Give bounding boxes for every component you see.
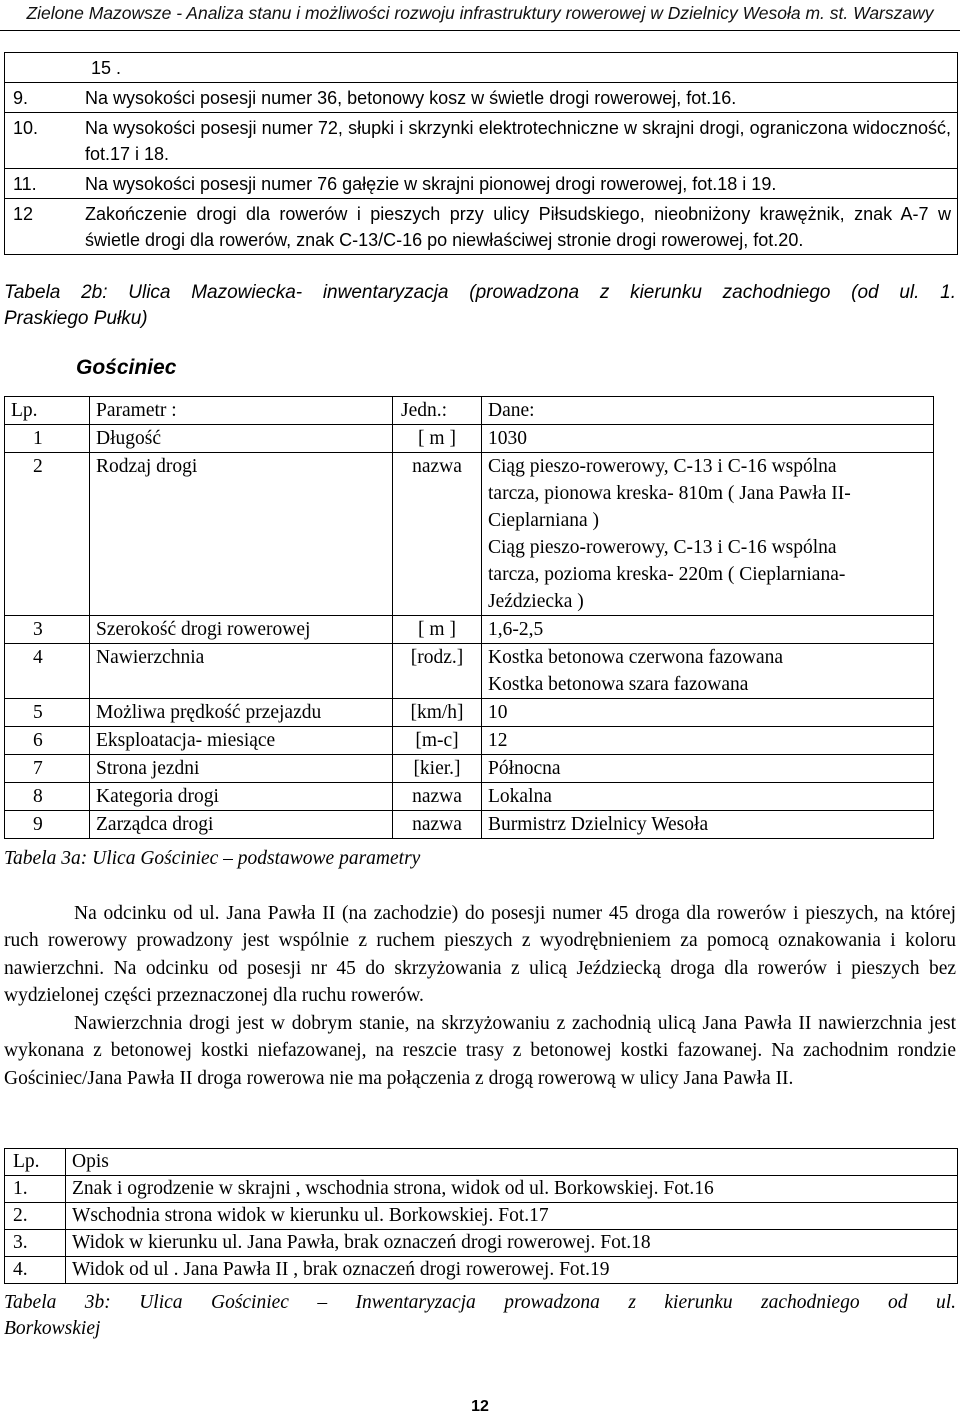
header-lp: Lp.	[5, 397, 90, 425]
cell-param: Rodzaj drogi	[90, 453, 393, 616]
table-header-row	[5, 397, 934, 425]
section-heading: Gościniec	[76, 356, 177, 379]
cell-data-line: tarcza, pionowa kreska- 810m ( Jana Pawła II-	[488, 483, 851, 504]
table-2b-caption-continued: Praskiego Pułku)	[4, 308, 148, 329]
table-row	[5, 453, 934, 616]
cell-opis: Znak i ogrodzenie w skrajni , wschodnia strona, widok od ul. Borkowskiej. Fot.16	[66, 1176, 958, 1203]
cell-lp: 3.	[5, 1230, 66, 1257]
cell-opis: Widok w kierunku ul. Jana Pawła, brak oznaczeń drogi rowerowej. Fot.18	[66, 1230, 958, 1257]
cell-data-line: Ciąg pieszo-rowerowy, C-13 i C-16 wspólna	[488, 456, 837, 477]
cell-lp: 5	[5, 699, 90, 727]
cell-param: Strona jezdni	[90, 755, 393, 783]
cell-param: Eksploatacja- miesiące	[90, 727, 393, 755]
cell-data-line: Jeździecka )	[488, 591, 584, 612]
header-jedn: Jedn.:	[393, 397, 482, 425]
cell-lp: 8	[5, 783, 90, 811]
table-row	[5, 1230, 958, 1257]
cell-unit: [rodz.]	[393, 644, 482, 699]
paragraph-text: Nawierzchnia drogi jest w dobrym stanie, na skrzyżowaniu z zachodnią ulicą Jana Pawła II nawierzchnia jest wykonana z betonowej kostki niefazowanej, na reszcie trasy z betonowej kostki fazowanej. Na zachodnim rondzie Gościniec/Jana Pawła II droga rowerowa nie ma połączenia z drogą rowerową w ulicy Jana Pawła II.	[4, 1013, 956, 1089]
body-paragraph	[4, 1010, 956, 1092]
body-paragraph	[4, 900, 956, 1009]
table-row	[5, 755, 934, 783]
row-text: Na wysokości posesji numer 36, betonowy kosz w świetle drogi rowerowej, fot.16.	[79, 83, 958, 113]
row-text: 15 .	[79, 53, 958, 83]
page-number: 12	[471, 1398, 489, 1415]
cell-param: Długość	[90, 425, 393, 453]
row-text: Zakończenie drogi dla rowerów i pieszych przy ulicy Piłsudskiego, nieobniżony krawężnik, znak A-7 w świetle drogi dla rowerów, znak C-13/C-16 po niewłaściwej stronie drogi rowerowej, fot.20.	[79, 199, 958, 255]
table-3a-caption: Tabela 3a: Ulica Gościniec – podstawowe parametry	[4, 848, 421, 869]
cell-lp: 2.	[5, 1203, 66, 1230]
row-number: 12	[5, 199, 80, 255]
table-row	[5, 811, 934, 839]
cell-data	[482, 453, 934, 616]
table-row	[5, 1257, 958, 1284]
table-row	[5, 169, 958, 199]
cell-data: Północna	[482, 755, 934, 783]
table-row	[5, 53, 958, 83]
cell-lp: 3	[5, 616, 90, 644]
cell-data-line: Kostka betonowa czerwona fazowana	[488, 647, 784, 668]
row-number	[5, 53, 80, 83]
cell-unit: nazwa	[393, 453, 482, 616]
table-row	[5, 83, 958, 113]
table-2b-caption: Tabela 2b: Ulica Mazowiecka- inwentaryzacja (prowadzona z kierunku zachodniego (od ul. 1.	[4, 282, 956, 303]
header-parametr: Parametr :	[90, 397, 393, 425]
cell-lp: 6	[5, 727, 90, 755]
cell-data: 1030	[482, 425, 934, 453]
cell-unit: [kier.]	[393, 755, 482, 783]
cell-lp: 2	[5, 453, 90, 616]
table-row	[5, 644, 934, 699]
inventory-table-3b	[4, 1148, 958, 1284]
table-row	[5, 199, 958, 255]
table-header-row	[5, 1149, 958, 1176]
cell-data-line: Kostka betonowa szara fazowana	[488, 674, 749, 695]
cell-data: Burmistrz Dzielnicy Wesoła	[482, 811, 934, 839]
cell-opis: Wschodnia strona widok w kierunku ul. Borkowskiej. Fot.17	[66, 1203, 958, 1230]
cell-data: 10	[482, 699, 934, 727]
cell-param: Nawierzchnia	[90, 644, 393, 699]
cell-unit: [ m ]	[393, 425, 482, 453]
table-row	[5, 727, 934, 755]
header-opis: Opis	[66, 1149, 958, 1176]
cell-opis: Widok od ul . Jana Pawła II , brak oznaczeń drogi rowerowej. Fot.19	[66, 1257, 958, 1284]
cell-lp: 9	[5, 811, 90, 839]
cell-data-line: Ciąg pieszo-rowerowy, C-13 i C-16 wspólna	[488, 537, 837, 558]
cell-unit: nazwa	[393, 783, 482, 811]
inventory-table-2b	[4, 52, 958, 255]
table-row	[5, 113, 958, 169]
cell-data: Lokalna	[482, 783, 934, 811]
cell-unit: [ m ]	[393, 616, 482, 644]
table-row	[5, 425, 934, 453]
cell-lp: 4	[5, 644, 90, 699]
cell-param: Zarządca drogi	[90, 811, 393, 839]
cell-data-line: Cieplarniana )	[488, 510, 599, 531]
header-lp: Lp.	[5, 1149, 66, 1176]
row-text: Na wysokości posesji numer 76 gałęzie w skrajni pionowej drogi rowerowej, fot.18 i 19.	[79, 169, 958, 199]
paragraph-text: Na odcinku od ul. Jana Pawła II (na zachodzie) do posesji numer 45 droga dla rowerów i pieszych, na której ruch rowerowy prowadzony jest wspólnie z ruchem pieszych z wyodrębnieniem za pomocą oznakowania i koloru nawierzchni. Na odcinku od posesji nr 45 do skrzyżowania z ulicą Jeździecką droga dla rowerów i pieszych bez wydzielonej części przeznaczonej dla ruchu rowerów.	[4, 903, 956, 1006]
cell-unit: nazwa	[393, 811, 482, 839]
cell-lp: 4.	[5, 1257, 66, 1284]
cell-param: Szerokość drogi rowerowej	[90, 616, 393, 644]
parameters-table-3a	[4, 396, 934, 839]
table-row	[5, 1203, 958, 1230]
table-row	[5, 1176, 958, 1203]
row-number: 11.	[5, 169, 80, 199]
running-header: Zielone Mazowsze - Analiza stanu i możliwości rozwoju infrastruktury rowerowej w Dzielnicy Wesoła m. st. Warszawy	[0, 0, 960, 31]
cell-param: Kategoria drogi	[90, 783, 393, 811]
cell-lp: 1	[5, 425, 90, 453]
row-text: Na wysokości posesji numer 72, słupki i skrzynki elektrotechniczne w skrajni drogi, ograniczona widoczność, fot.17 i 18.	[79, 113, 958, 169]
cell-data: 12	[482, 727, 934, 755]
table-row	[5, 616, 934, 644]
cell-lp: 7	[5, 755, 90, 783]
header-dane: Dane:	[482, 397, 934, 425]
row-number: 10.	[5, 113, 80, 169]
cell-data: 1,6-2,5	[482, 616, 934, 644]
cell-lp: 1.	[5, 1176, 66, 1203]
cell-data	[482, 644, 934, 699]
table-row	[5, 699, 934, 727]
cell-unit: [km/h]	[393, 699, 482, 727]
cell-data-line: tarcza, pozioma kreska- 220m ( Cieplarniana-	[488, 564, 846, 585]
cell-param: Możliwa prędkość przejazdu	[90, 699, 393, 727]
cell-unit: [m-c]	[393, 727, 482, 755]
row-number: 9.	[5, 83, 80, 113]
table-row	[5, 783, 934, 811]
table-3b-caption: Tabela 3b: Ulica Gościniec – Inwentaryzacja prowadzona z kierunku zachodniego od ul.	[4, 1292, 956, 1313]
table-3b-caption-continued: Borkowskiej	[4, 1318, 101, 1339]
